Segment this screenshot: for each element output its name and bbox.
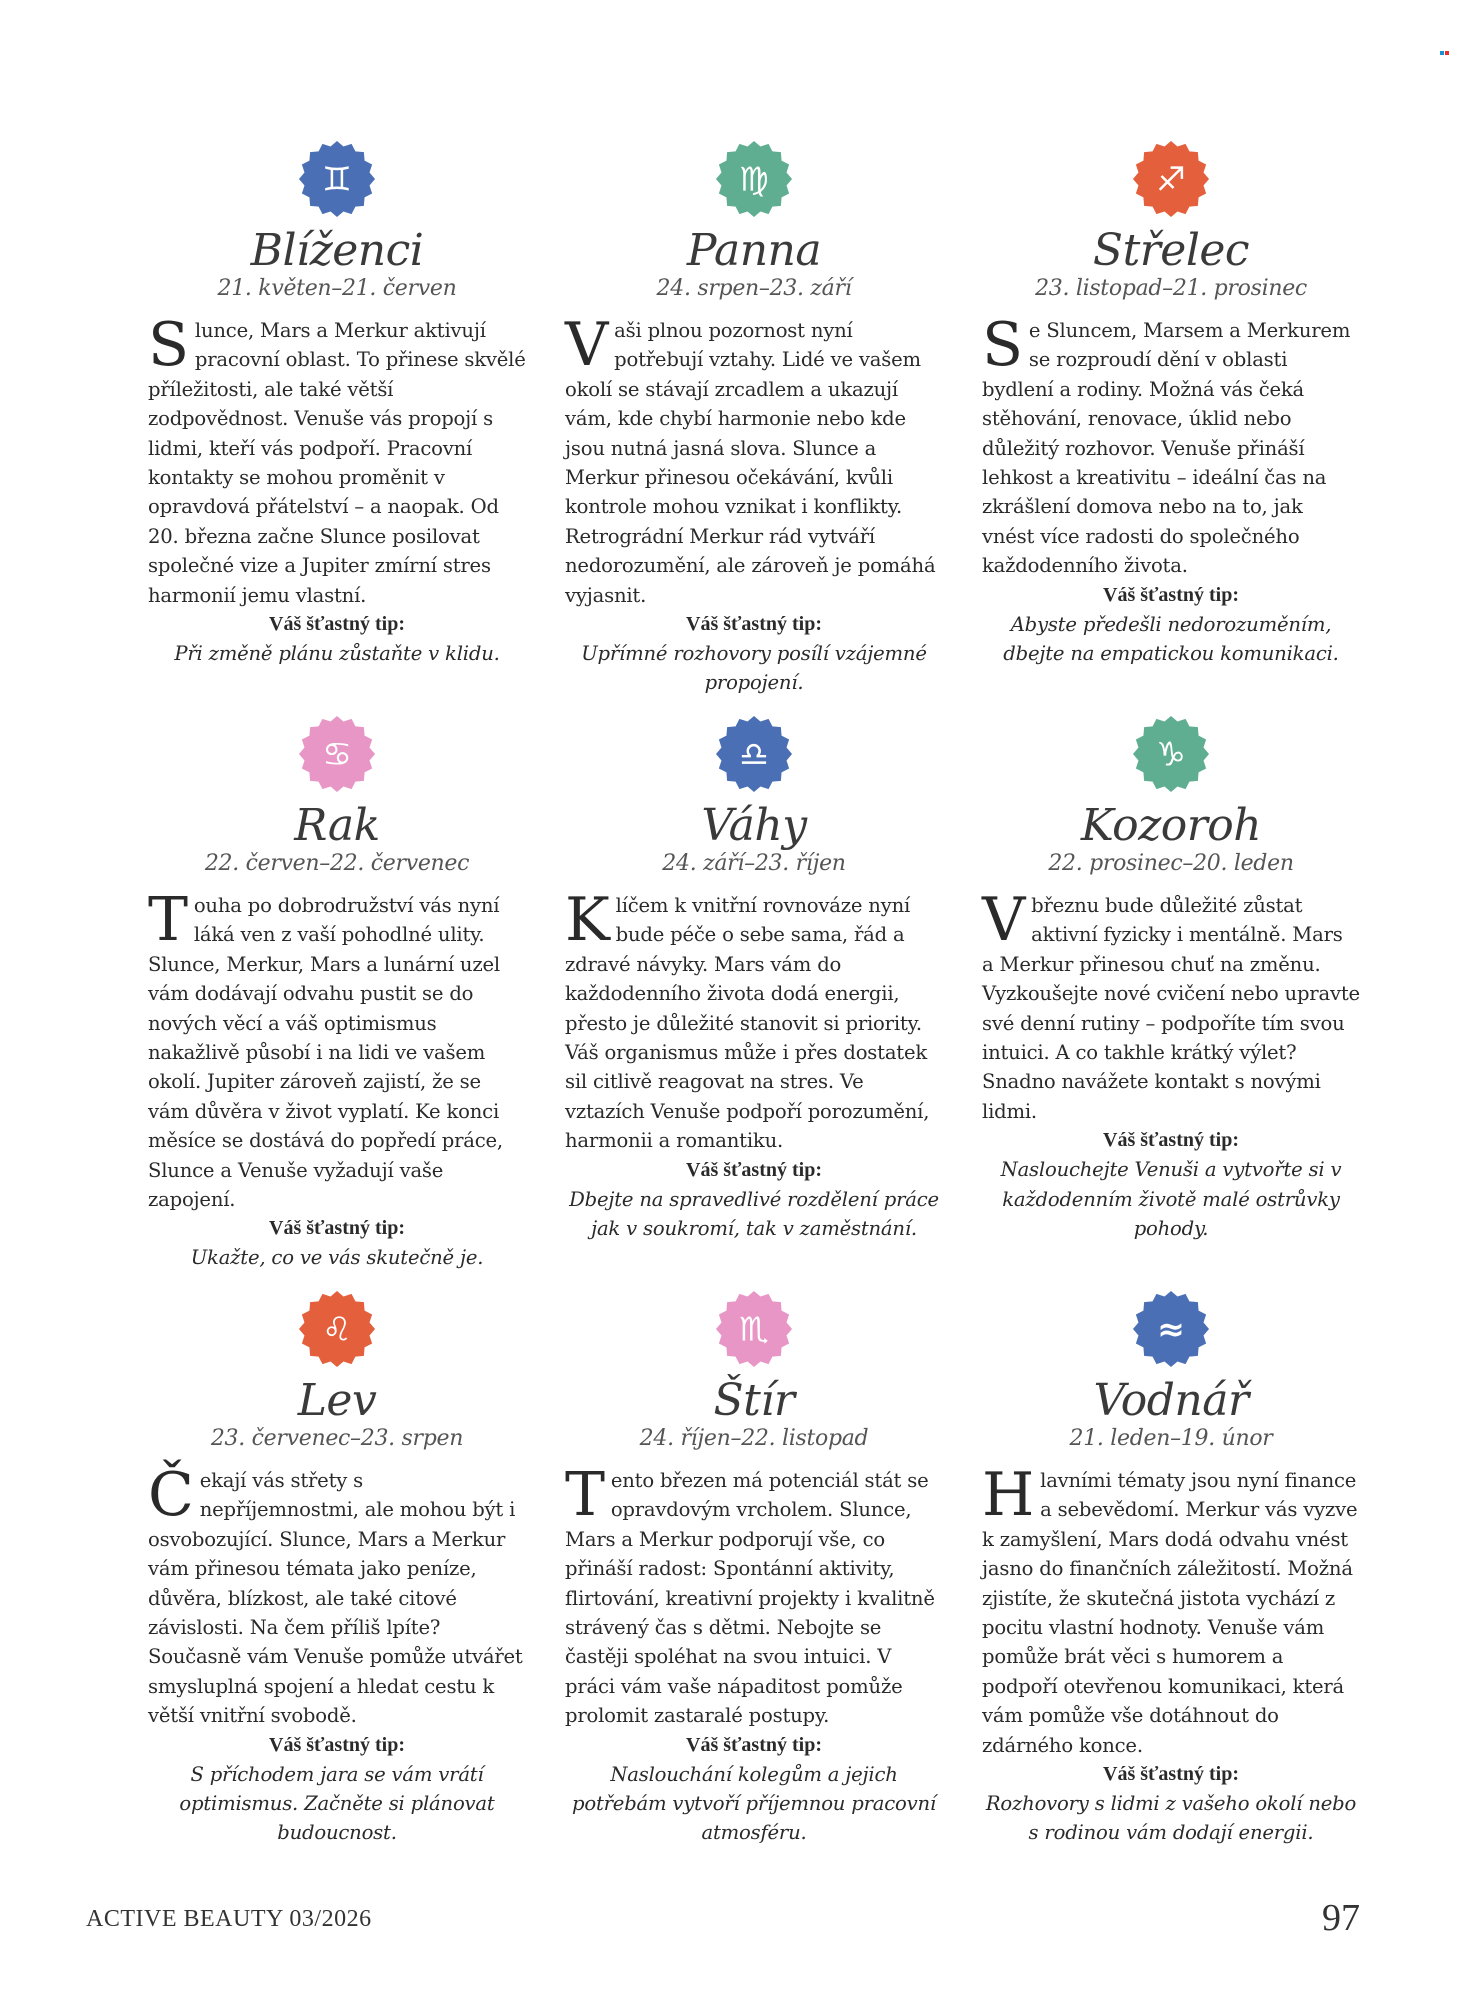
sign-9 [982,1290,1360,1848]
lucky-tip-text: Naslouchejte Venuši a vytvořte si v každodenním životě malé ostrůvky pohody. [1000,1158,1342,1241]
sign-body-text: lavními tématy jsou nyní finance a sebevědomí. Merkur vás vyzve k zamyšlení, Mars dodá odvahu vnést jasno do finančních záležitostí. Možná zjistíte, že skutečná jistota vychází z pocitu vlastní hodnoty. Venuše vám pomůže brát věci s humorem a podpoří otevřenou komunikaci, která vám pomůže vše dotáhnout do zdárného konce. [982,1469,1358,1757]
sign-body [565,310,943,610]
svg-text:♐: ♐ [1156,159,1186,199]
gemini-icon [298,140,376,218]
lucky-tip-label: Váš šťastný tip: [269,1217,405,1240]
sign-body [148,1460,526,1731]
sign-body [565,885,943,1156]
sign-body [982,1460,1360,1760]
drop-cap: S [148,310,189,380]
svg-text:♊: ♊ [322,159,352,199]
sign-body [148,885,526,1214]
sign-body-text: ekají vás střety s nepříjemnostmi, ale mohou být i osvobozující. Slunce, Mars a Merkur vám přinesou témata jako peníze, důvěra, blízkost, ale také citové závislosti. Na čem příliš lpíte? Současně vám Venuše pomůže utvářet smysluplná spojení a hledat cestu k větší vnitřní svobodě. [148,1469,523,1728]
lucky-tip-label: Váš šťastný tip: [1103,1763,1239,1786]
sign-dates: 22. prosinec–20. leden [1048,851,1294,876]
page-number: 97 [1322,1897,1360,1939]
sign-title: Střelec [1092,225,1250,276]
lucky-tip-label: Váš šťastný tip: [1103,1129,1239,1152]
sign-5 [565,715,943,1243]
sign-dates: 24. říjen–22. listopad [639,1426,869,1451]
svg-text:♌: ♌ [322,1309,352,1349]
sign-body-text: ento březen má potenciál stát se opravdovým vrcholem. Slunce, Mars a Merkur podporují vše, co přináší radost: Spontánní aktivity, flirtování, kreativní projekty i kvalitně strávený čas s dětmi. Nebojte se častěji spoléhat na svou intuici. V práci vám vaše nápaditost pomůže prolomit zastaralé postupy. [565,1469,935,1728]
sign-4 [148,715,526,1273]
sign-dates: 21. květen–21. červen [217,276,457,301]
corner-color-mark [1440,40,1452,48]
aquarius-icon [1132,1290,1210,1368]
sign-title: Lev [297,1375,377,1426]
leo-icon [298,1290,376,1368]
lucky-tip-label: Váš šťastný tip: [686,1733,822,1756]
sign-body-text: líčem k vnitřní rovnováze nyní bude péče o sebe sama, řád a zdravé návyky. Mars vám do každodenního života dodá energii, přesto je důležité stanovit si priority. Váš organismus může i přes dostatek sil citlivě reagovat na stres. Ve vztazích Venuše podpoří porozumění, harmonii a romantiku. [565,894,930,1153]
sign-2 [565,140,943,698]
sagittarius-icon [1132,140,1210,218]
lucky-tip-label: Váš šťastný tip: [269,613,405,636]
drop-cap: T [565,1460,605,1530]
capricorn-icon [1132,715,1210,793]
sign-dates: 23. červenec–23. srpen [210,1426,464,1451]
sign-dates: 22. červen–22. červenec [204,851,470,876]
lucky-tip-text: Naslouchání kolegům a jejich potřebám vytvoří příjemnou pracovní atmosféru. [572,1762,936,1845]
svg-text:♏: ♏ [739,1309,769,1349]
sign-dates: 23. listopad–21. prosinec [1035,276,1307,301]
svg-text:♑: ♑ [1156,734,1186,774]
sign-title: Rak [294,800,380,851]
scorpio-icon [715,1290,793,1368]
drop-cap: V [982,885,1026,955]
lucky-tip-text: Rozhovory s lidmi z vašeho okolí nebo s rodinou vám dodají energii. [985,1792,1357,1845]
drop-cap: S [982,310,1023,380]
lucky-tip-text: S příchodem jara se vám vrátí optimismus. Začněte si plánovat budoucnost. [179,1762,495,1845]
sign-8 [565,1290,943,1848]
sign-title: Blíženci [250,225,424,276]
lucky-tip-label: Váš šťastný tip: [686,613,822,636]
drop-cap: K [565,885,610,955]
sign-1 [148,140,526,668]
sign-title: Štír [713,1375,795,1426]
lucky-tip-text: Upřímné rozhovory posílí vzájemné propojení. [581,642,927,695]
lucky-tip-text: Při změně plánu zůstaňte v klidu. [174,642,500,666]
sign-body-text: lunce, Mars a Merkur aktivují pracovní oblast. To přinese skvělé příležitosti, ale také větší zodpovědnost. Venuše vás propojí s lidmi, kteří vás podpoří. Pracovní kontakty se mohou proměnit v opravdová přátelství – a naopak. Od 20. března začne Slunce posilovat společné vize a Jupiter zmírní stres harmonií jemu vlastní. [148,319,526,607]
sign-title: Kozoroh [1080,800,1262,851]
lucky-tip-text: Abyste předešli nedorozuměním, dbejte na empatickou komunikaci. [1003,612,1339,666]
sign-7 [148,1290,526,1848]
lucky-tip-text: Ukažte, co ve vás skutečně je. [190,1246,484,1270]
sign-body-text: březnu bude důležité zůstat aktivní fyzicky i mentálně. Mars a Merkur přinesou chuť na změnu. Vyzkoušejte nové cvičení nebo upravte své denní rutiny – podpoříte tím svou intuici. A co takhle krátký výlet? Snadno navážete kontakt s novými lidmi. [982,894,1360,1123]
drop-cap: T [148,885,188,955]
sign-6 [982,715,1360,1243]
drop-cap: V [565,310,609,380]
sign-title: Váhy [701,800,807,851]
sign-dates: 24. září–23. říjen [662,851,846,876]
sign-3 [982,140,1360,668]
magazine-footer: ACTIVE BEAUTY 03/2026 [86,1906,372,1932]
sign-dates: 24. srpen–23. září [656,276,852,301]
sign-body [148,310,526,610]
lucky-tip-text: Dbejte na spravedlivé rozdělení práce jak v soukromí, tak v zaměstnání. [569,1187,939,1241]
sign-body [982,310,1360,581]
libra-icon [715,715,793,793]
drop-cap: Č [148,1460,194,1530]
svg-text:♋: ♋ [322,734,352,774]
lucky-tip-label: Váš šťastný tip: [686,1158,822,1181]
lucky-tip-label: Váš šťastný tip: [269,1733,405,1756]
sign-title: Vodnář [1093,1375,1249,1426]
sign-body-text: ouha po dobrodružství vás nyní láká ven z vaší pohodlné ulity. Slunce, Merkur, Mars a lunární uzel vám dodávají odvahu pustit se do nových věcí a váš optimismus nakažlivě působí i na lidi ve vašem okolí. Jupiter zároveň zajistí, že se vám důvěra v život vyplatí. Ke konci měsíce se dostává do popředí práce, Slunce a Venuše vyžadují vaše zapojení. [148,894,503,1212]
sign-dates: 21. leden–19. únor [1069,1426,1273,1451]
sign-title: Panna [686,225,822,276]
virgo-icon [715,140,793,218]
sign-body [565,1460,943,1731]
sign-body-text: aši plnou pozornost nyní potřebují vztahy. Lidé ve vašem okolí se stávají zrcadlem a ukazují vám, kde chybí harmonie nebo kde jsou nutná jasná slova. Slunce a Merkur přinesou očekávání, kvůli kontrole mohou vznikat i konflikty. Retrográdní Merkur rád vytváří nedorozumění, ale zároveň je pomáhá vyjasnit. [565,319,936,607]
sign-body-text: e Sluncem, Marsem a Merkurem se rozproudí dění v oblasti bydlení a rodiny. Možná vás čeká stěhování, renovace, úklid nebo důležitý rozhovor. Venuše přináší lehkost a kreativitu – ideální čas na zkrášlení domova nebo na to, jak vnést více radosti do společného každodenního života. [982,319,1351,578]
cancer-icon [298,715,376,793]
svg-text:♍: ♍ [739,159,769,199]
drop-cap: H [982,1460,1035,1530]
svg-text:♎: ♎ [739,734,769,774]
sign-body [982,885,1360,1126]
lucky-tip-label: Váš šťastný tip: [1103,583,1239,606]
svg-text:≈: ≈ [1157,1309,1185,1349]
